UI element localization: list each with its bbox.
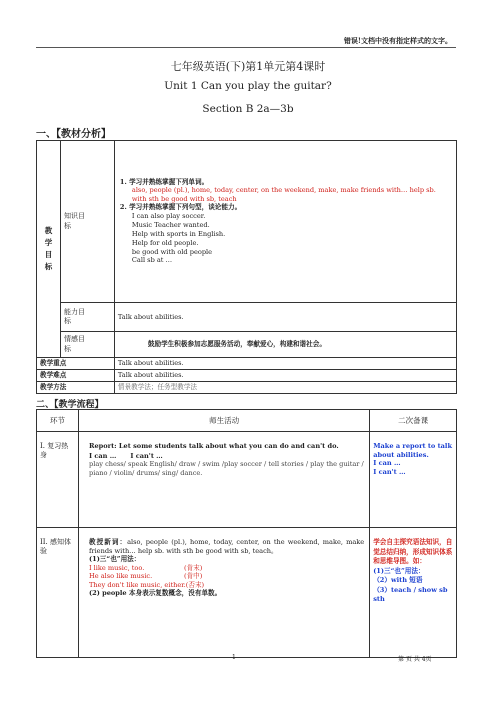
sentence-item: Help with sports in English. bbox=[131, 229, 226, 238]
col-stage-header: 环节 bbox=[37, 410, 79, 432]
page-title: 七年级英语(下)第1单元第4课时 bbox=[170, 60, 326, 73]
stage-perception: II. 感知体验 bbox=[37, 528, 79, 658]
key-points-text: Talk about abilities. bbox=[114, 358, 456, 370]
col-activity-header: 师生活动 bbox=[78, 410, 369, 432]
sentence-list bbox=[120, 212, 451, 265]
difficulties-label: 教学难点 bbox=[37, 370, 115, 382]
sentence-item: Help for old people. bbox=[131, 238, 199, 247]
warmup-activity: Report: Let some students talk about what you can do and can't do. I can … I can't … play chess/ speak English/ draw / swim /play soccer / tell stories / play the guitar / piano / violin/ drums/ sing/ dance. bbox=[78, 432, 369, 528]
sentence-item: Call sb at … bbox=[131, 256, 173, 265]
knowledge-words: also, people (pl.), home, today, center, on the weekend, make, make friends with… help sb. with sth be good with sb, teach bbox=[131, 186, 436, 203]
example-1: I like music, too. (肯末) bbox=[88, 563, 203, 572]
analysis-heading: 一、【教材分析】 bbox=[36, 129, 111, 140]
knowledge-label: 知识目标 bbox=[60, 141, 114, 303]
page-info: 第 页 共 4页 bbox=[398, 656, 432, 663]
col-notes-header: 二次备课 bbox=[370, 410, 457, 432]
flow-table bbox=[36, 409, 457, 658]
example-2: He also like music. (肯中) bbox=[88, 572, 203, 581]
flow-heading: 二、【教学流程】 bbox=[36, 400, 104, 410]
unit-title: Unit 1 Can you play the guitar? bbox=[164, 80, 332, 92]
analysis-table bbox=[36, 140, 457, 394]
key-points-label: 教学重点 bbox=[37, 358, 115, 370]
stage-warmup: I. 复习热身 bbox=[37, 432, 79, 528]
difficulties-text: Talk about abilities. bbox=[114, 370, 456, 382]
objectives-label: 教 学 目 标 bbox=[37, 141, 61, 358]
ability-text: Talk about abilities. bbox=[114, 303, 456, 332]
ability-label: 能力目标 bbox=[60, 303, 114, 332]
warmup-notes: Make a report to talk about abilities. I can … I can't … bbox=[370, 432, 457, 528]
sentence-item: be good with old people bbox=[131, 247, 213, 256]
example-3: They don't like music, either.(否末) bbox=[88, 580, 205, 589]
sentence-item: Music Teacher wanted. bbox=[131, 220, 210, 229]
page-number: 1 bbox=[232, 654, 236, 661]
emotion-text: 鼓励学生积极参加志愿服务活动，奉献爱心，构建和谐社会。 bbox=[114, 332, 456, 358]
knowledge-content: 1. 学习并熟练掌握下列单词。 also, people (pl.), home, today, center, on the weekend, make, make friends with… help sb. with sth be good with sb, teach 2. 学习并熟练掌握下列句型，谈论能力。 I can also play soccer. Music Teacher wanted. Help with sports in English. Help for old people. be good with old people Call sb at … bbox=[114, 141, 456, 303]
sentence-item: I can also play soccer. bbox=[131, 211, 206, 220]
document-header-text: 错误!文档中没有指定样式的文字。 bbox=[343, 36, 452, 45]
methods-text: 情景教学法；任务型教学法 bbox=[114, 382, 456, 394]
can-cant-line: I can … I can't … bbox=[88, 451, 163, 460]
section-title: Section B 2a—3b bbox=[202, 103, 294, 115]
emotion-label: 情感目标 bbox=[60, 332, 114, 358]
header-rule bbox=[36, 47, 456, 48]
methods-label: 教学方法 bbox=[37, 382, 115, 394]
perception-notes: 学会自主探究语法知识，自觉总结归纳，形成知识体系和思维导图。如： (1)三“也”用法： （2）with 短语 （3）teach / show sb sth bbox=[370, 528, 457, 658]
perception-activity: 教授新词：also, people (pl.), home, today, center, on the weekend, make, make friends with… help sb. with sth be good with sb, teach。 (1)三“也”用法： I like music, too. (肯末) He also like music. (肯中) They don't like music, either.(否末) (2) people 本身表示复数概念，没有单数。 bbox=[78, 528, 369, 658]
